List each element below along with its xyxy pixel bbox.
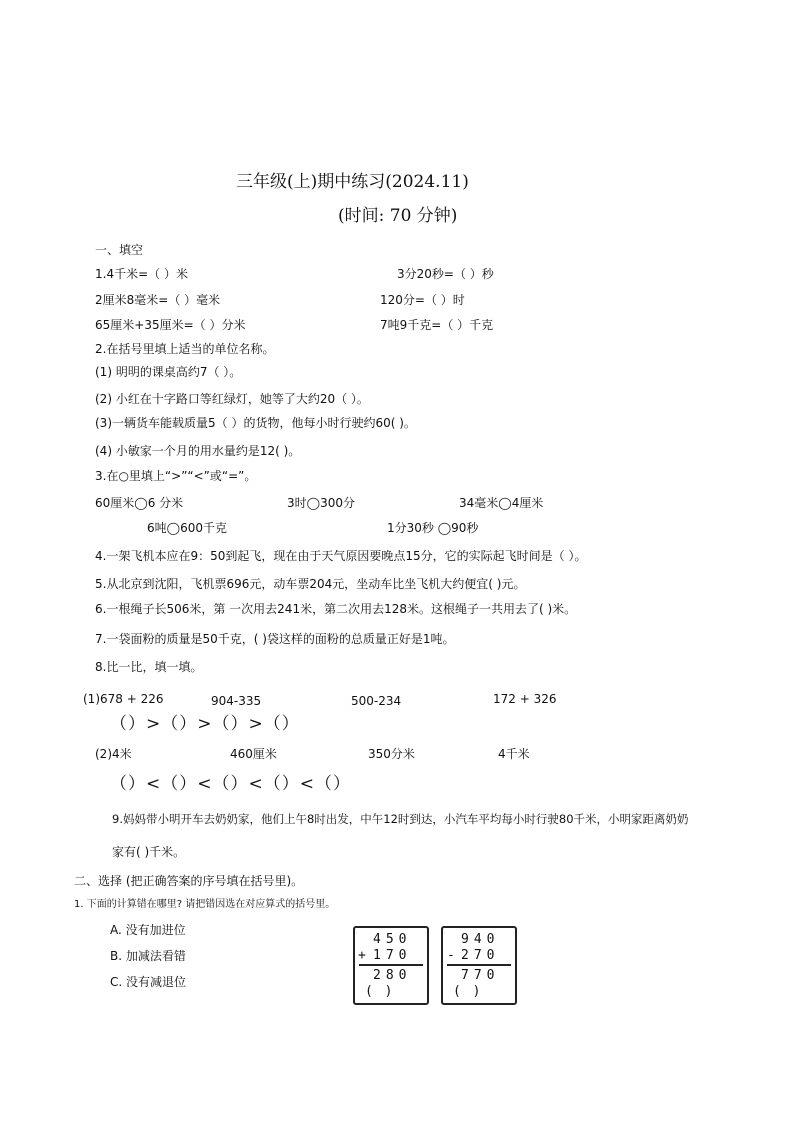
calc2-bottom: 270: [461, 948, 500, 963]
q8-p1-item-2: 904-335: [211, 694, 262, 708]
q8-p1-item-1: (1)678 + 226: [83, 692, 164, 706]
q8-p1-item-4: 172 + 326: [493, 692, 557, 706]
option-b: B. 加减法看错: [110, 949, 186, 963]
q8-p2-item-3: 350分米: [368, 747, 415, 761]
q9-line-1: 9.妈妈带小明开车去奶奶家，他们上午8时出发，中午12时到达，小汽车平均每小时行驶80千米，小明家距离奶奶: [112, 812, 689, 826]
q8-p2-item-4: 4千米: [498, 747, 530, 761]
q2-item-4: (4) 小敏家一个月的用水量约是12( )。: [95, 444, 301, 458]
q3-compare-1: 60厘米◯6 分米: [95, 496, 184, 510]
q2-stem: 2.在括号里填上适当的单位名称。: [95, 342, 275, 356]
q9-line-2: 家有( )千米。: [112, 845, 186, 859]
q8-p2-comparison: （）<（）<（）<（）<（）: [110, 774, 351, 794]
q6: 6.一根绳子长506米，第 一次用去241米，第二次用去128米。这根绳子一共用去了( )米。: [95, 602, 577, 616]
page-title: 三年级(上)期中练习(2024.11): [236, 172, 469, 192]
q1-row1-left: 1.4千米=（ ）米: [95, 267, 188, 281]
q2-item-2: (2) 小红在十字路口等红绿灯，她等了大约20（ ）。: [95, 392, 369, 406]
q2-item-1: (1) 明明的课桌高约7（ ）。: [95, 365, 242, 379]
option-c: C. 没有减退位: [110, 975, 187, 989]
q8-p2-item-2: 460厘米: [230, 747, 277, 761]
q4: 4.一架飞机本应在9：50到起飞，现在由于天气原因要晚点15分，它的实际起飞时间是（ ）。: [95, 549, 587, 563]
calc2-operator: -: [447, 948, 455, 963]
calc2-result: 770: [461, 968, 500, 983]
calc1-answer-blank[interactable]: ( ): [365, 984, 395, 999]
s2-q1-stem: 1. 下面的计算错在哪里? 请把错因选在对应算式的括号里。: [74, 899, 336, 910]
calc-card-1: [353, 926, 429, 1005]
q3-compare-5: 1分30秒 ◯90秒: [387, 521, 479, 535]
calc1-rule: [359, 964, 423, 966]
q7: 7.一袋面粉的质量是50千克，( )袋这样的面粉的总质量正好是1吨。: [95, 632, 455, 646]
q8-stem: 8.比一比，填一填。: [95, 660, 203, 674]
q3-compare-4: 6吨◯600千克: [147, 521, 227, 535]
q8-p1-comparison: （）>（）>（）>（）: [110, 714, 300, 734]
q1-row3-right: 7吨9千克=（ ）千克: [380, 318, 494, 332]
q5: 5.从北京到沈阳，飞机票696元，动车票204元，坐动车比坐飞机大约便宜( )元。: [95, 577, 526, 591]
calc1-result: 280: [373, 968, 412, 983]
q3-compare-3: 34毫米◯4厘米: [459, 496, 544, 510]
calc1-top: 450: [373, 932, 412, 947]
section1-heading: 一、填空: [95, 243, 144, 257]
option-a: A. 没有加进位: [110, 923, 186, 937]
calc2-top: 940: [461, 932, 500, 947]
section2-heading: 二、选择 (把正确答案的序号填在括号里)。: [74, 874, 304, 888]
q8-p1-item-3: 500-234: [351, 694, 402, 708]
q2-item-3: (3)一辆货车能载质量5（ ）的货物，他每小时行驶约60( )。: [95, 416, 416, 430]
calc2-rule: [447, 964, 511, 966]
calc-card-2: [441, 926, 517, 1005]
calc1-bottom: 170: [373, 948, 412, 963]
q3-stem: 3.在○里填上“>”“<”或“=”。: [95, 469, 257, 483]
q1-row2-left: 2厘米8毫米=（ ）毫米: [95, 293, 221, 307]
calc1-operator: +: [358, 948, 366, 963]
time-limit: (时间: 70 分钟): [338, 206, 458, 226]
q1-row2-right: 120分=（ ）时: [380, 293, 465, 307]
q1-row3-left: 65厘米+35厘米=（ ）分米: [95, 318, 246, 332]
q8-p2-item-1: (2)4米: [95, 747, 132, 761]
q3-compare-2: 3时◯300分: [287, 496, 355, 510]
calc2-answer-blank[interactable]: ( ): [453, 984, 483, 999]
q1-row1-right: 3分20秒=（ ）秒: [397, 267, 494, 281]
